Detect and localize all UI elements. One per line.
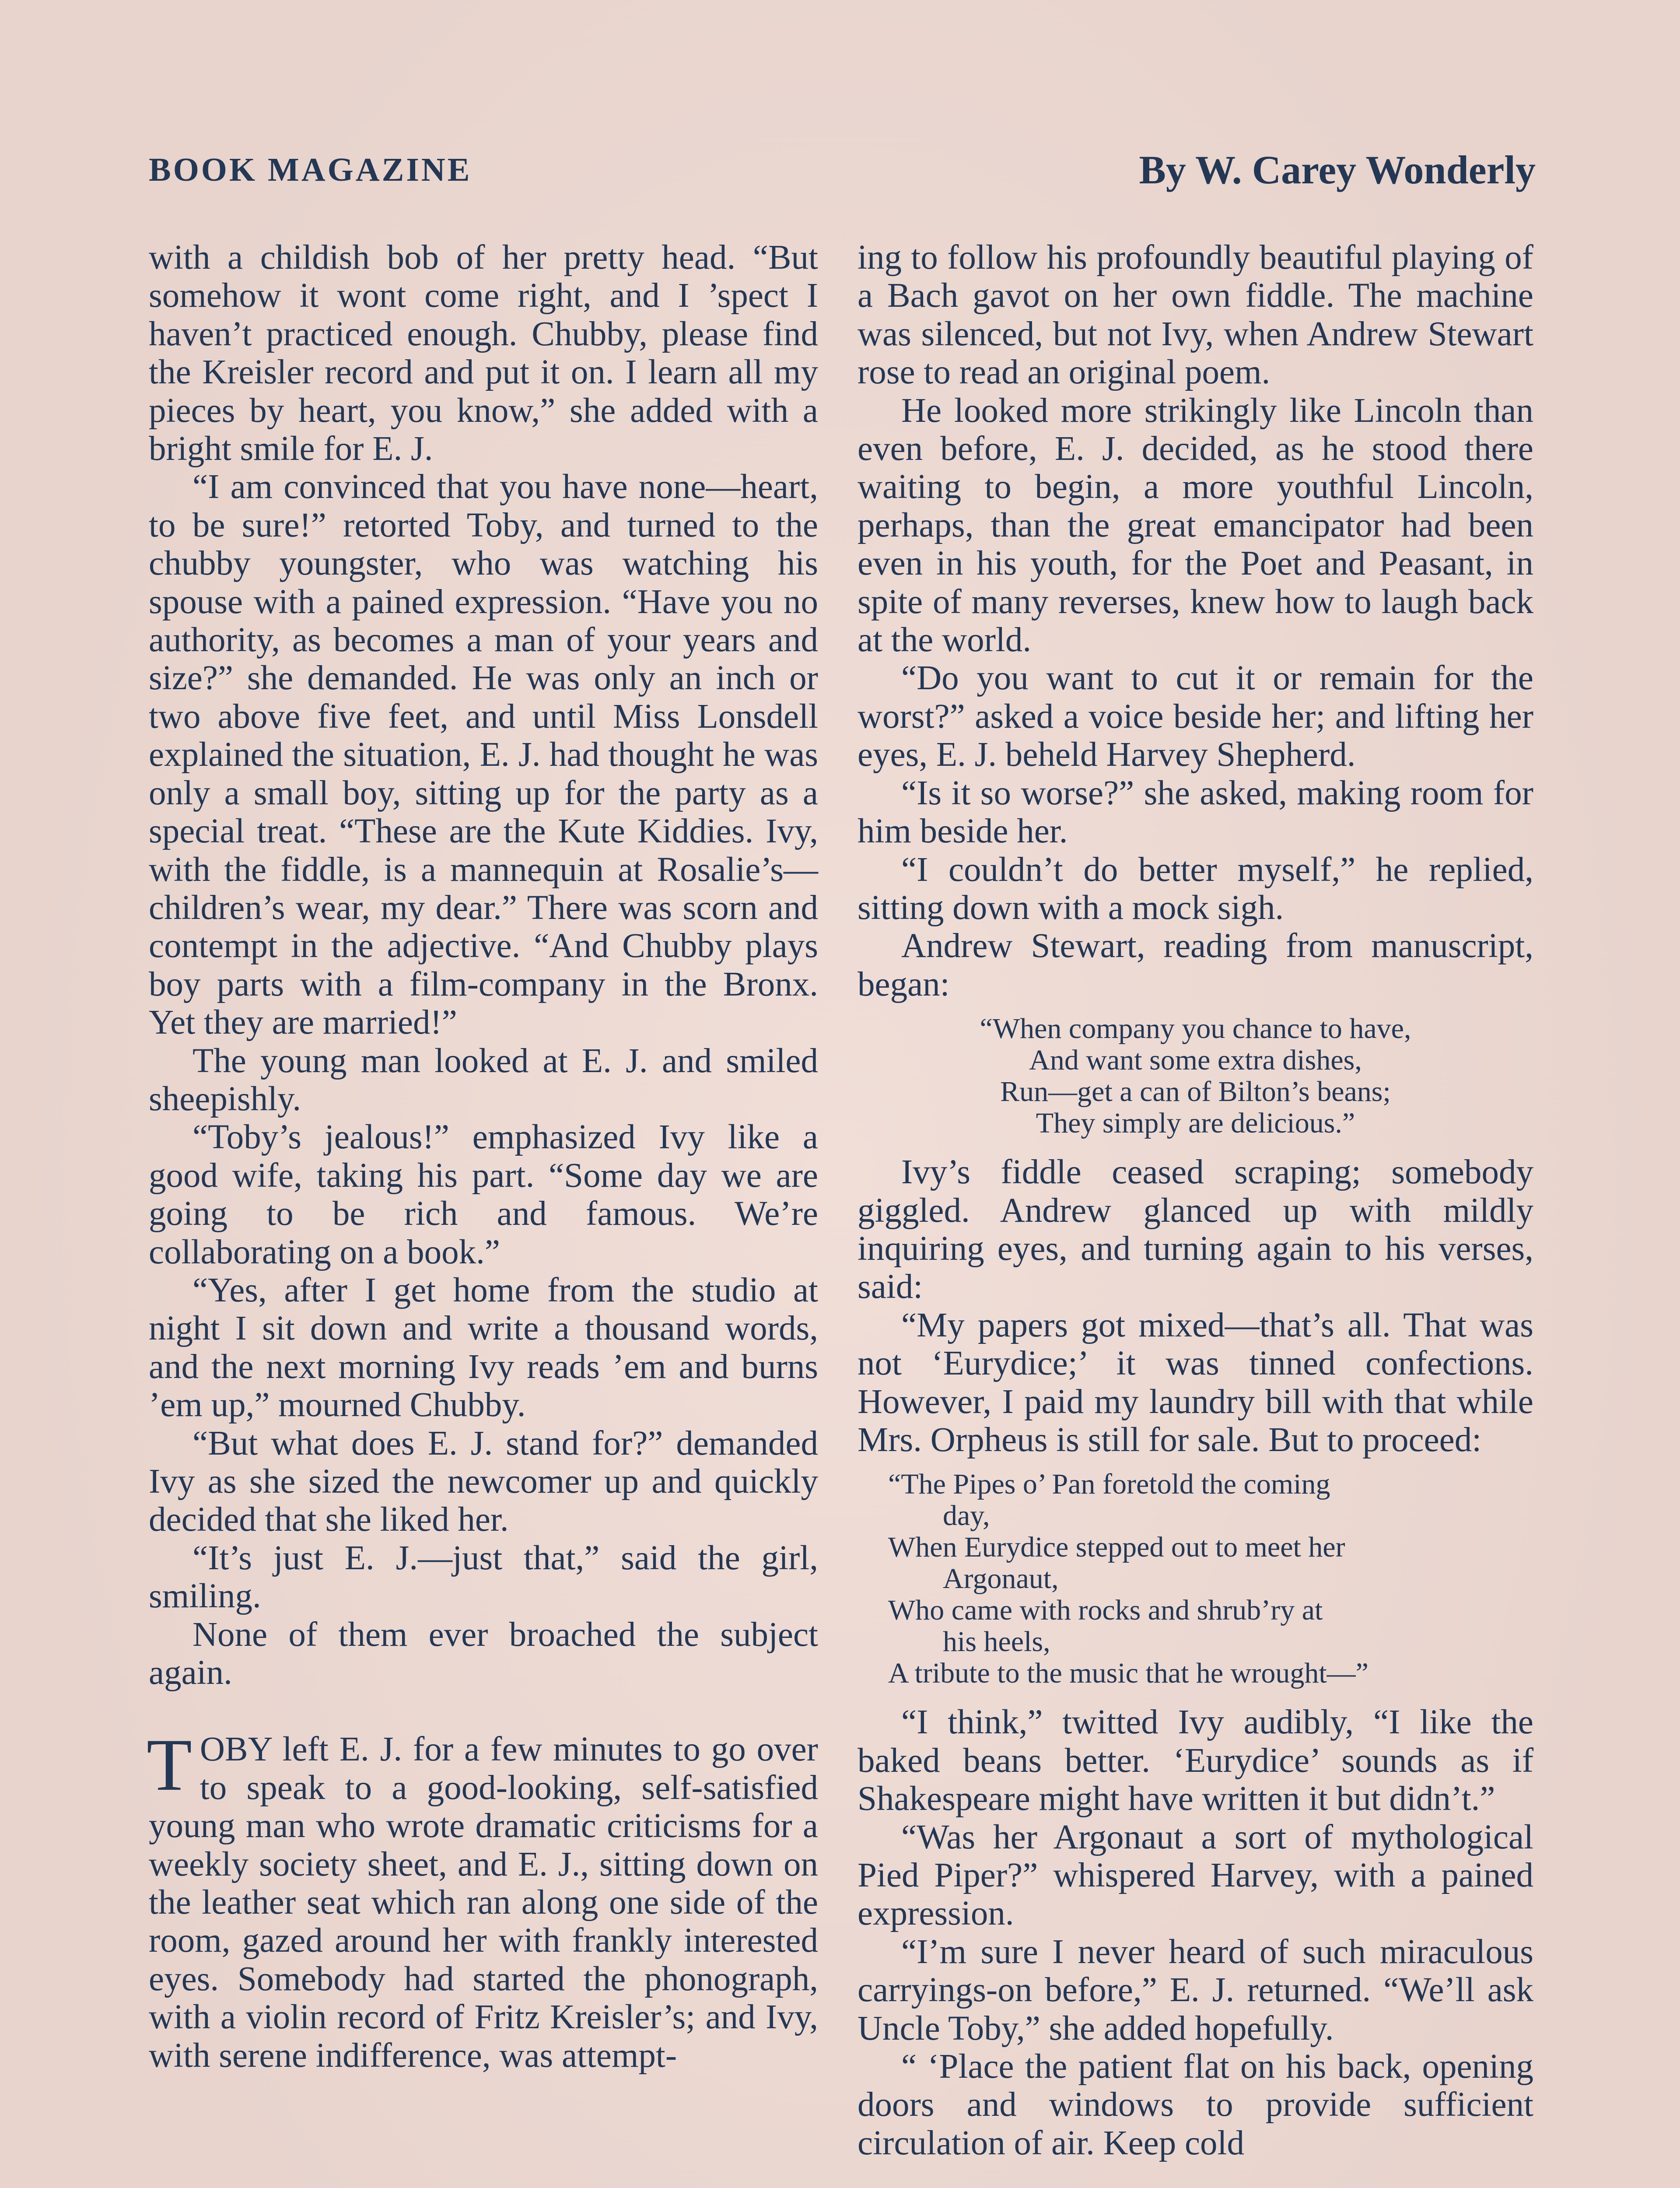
paragraph: “Was her Argonaut a sort of mythological Pied Piper?” whispered Harvey, with a pained expression. [858, 1818, 1533, 1933]
paragraph: “Do you want to cut it or remain for the worst?” asked a voice beside her; and lifting her eyes, E. J. beheld Harvey Shepherd. [858, 659, 1533, 774]
paragraph: “Yes, after I get home from the studio at night I sit down and write a thousand words, and the next morning Ivy reads ’em and burns ’em up,” mourned Chubby. [149, 1271, 818, 1424]
verse-line: his heels, [943, 1626, 1050, 1658]
paragraph: The young man looked at E. J. and smiled sheepishly. [149, 1041, 818, 1118]
section-text: OBY left E. J. for a few minutes to go over to speak to a good-looking, self-satisfied young man who wrote dramatic criticisms for a weekly society sheet, and E. J., sitting down on the leather seat which ran along one side of the room, gazed around her with frankly interested eyes. Somebody had started the phonograph, with a violin record of Fritz Kreisler’s; and Ivy, with serene indifference, was attempt- [149, 1730, 818, 2075]
poem-excerpt-eurydice [858, 1469, 1533, 1689]
running-head-byline: By W. Carey Wonderly [1139, 147, 1536, 192]
verse-line: When Eurydice stepped out to meet her [888, 1531, 1345, 1564]
left-column [149, 238, 818, 2075]
verse-line: Run—get a can of Bilton’s beans; [1000, 1076, 1391, 1108]
section-opening-paragraph [147, 1724, 818, 2075]
paragraph: “Is it so worse?” she asked, making room for him beside her. [858, 774, 1533, 851]
paragraph: “I think,” twitted Ivy audibly, “I like the baked beans better. ‘Eurydice’ sounds as if Shakespeare might have written it but didn’t.” [858, 1703, 1533, 1818]
verse-line: day, [943, 1500, 990, 1532]
drop-cap: T [147, 1724, 192, 1806]
poem-excerpt-beans [858, 1013, 1533, 1139]
paragraph: “I couldn’t do better myself,” he replied, sitting down with a mock sigh. [858, 850, 1533, 927]
paragraph: ing to follow his profoundly beautiful playing of a Bach gavot on her own fiddle. The machine was silenced, but not Ivy, when Andrew Stewart rose to read an original poem. [858, 238, 1533, 392]
paragraph: “It’s just E. J.—just that,” said the girl, smiling. [149, 1539, 818, 1616]
paragraph: “ ‘Place the patient flat on his back, opening doors and windows to provide sufficient circulation of air. Keep cold [858, 2048, 1533, 2162]
paragraph: Ivy’s fiddle ceased scraping; somebody giggled. Andrew glanced up with mildly inquiring eyes, and turning again to his verses, said: [858, 1153, 1533, 1306]
verse-line: A tribute to the music that he wrought—” [888, 1657, 1368, 1690]
paragraph: “Toby’s jealous!” emphasized Ivy like a good wife, taking his part. “Some day we are going to be rich and famous. We’re collaborating on a book.” [149, 1118, 818, 1271]
paragraph: He looked more strikingly like Lincoln than even before, E. J. decided, as he stood there waiting to begin, a more youthful Lincoln, perhaps, than the great emancipator had been even in his youth, for the Poet and Peasant, in spite of many reverses, knew how to laugh back at the world. [858, 391, 1533, 659]
paragraph: with a childish bob of her pretty head. “But somehow it wont come right, and I ’spect I haven’t practiced enough. Chubby, please find the Kreisler record and put it on. I learn all my pieces by heart, you know,” she added with a bright smile for E. J. [149, 238, 818, 468]
section-break [149, 1692, 818, 1730]
verse-line: Who came with rocks and shrub’ry at [888, 1594, 1323, 1627]
verse-line: “The Pipes o’ Pan foretold the coming [888, 1468, 1330, 1501]
paragraph: “My papers got mixed—that’s all. That was not ‘Eurydice;’ it was tinned confections. However, I paid my laundry bill with that while Mrs. Orpheus is still for sale. But to proceed: [858, 1306, 1533, 1459]
right-column [858, 238, 1533, 2162]
paragraph: “But what does E. J. stand for?” demanded Ivy as she sized the newcomer up and quickly decided that she liked her. [149, 1424, 818, 1539]
paragraph: “I am convinced that you have none—heart, to be sure!” retorted Toby, and turned to the chubby youngster, who was watching his spouse with a pained expression. “Have you no authority, as becomes a man of your years and size?” she demanded. He was only an inch or two above five feet, and until Miss Lonsdell explained the situation, E. J. had thought he was only a small boy, sitting up for the party as a special treat. “These are the Kute Kiddies. Ivy, with the fiddle, is a mannequin at Rosalie’s—children’s wear, my dear.” There was scorn and contempt in the adjective. “And Chubby plays boy parts with a film-company in the Bronx. Yet they are married!” [149, 468, 818, 1042]
verse-line: And want some extra dishes, [1029, 1044, 1362, 1076]
paragraph: “I’m sure I never heard of such miraculous carryings-on before,” E. J. returned. “We’ll ask Uncle Toby,” she added hopefully. [858, 1932, 1533, 2048]
paragraph: None of them ever broached the subject again. [149, 1615, 818, 1692]
verse-line: “When company you chance to have, [980, 1013, 1411, 1045]
verse-line: Argonaut, [943, 1563, 1059, 1595]
verse-line: They simply are delicious.” [1036, 1107, 1355, 1140]
running-head-magazine: BOOK MAGAZINE [149, 151, 472, 188]
paragraph: Andrew Stewart, reading from manuscript, began: [858, 927, 1533, 1003]
